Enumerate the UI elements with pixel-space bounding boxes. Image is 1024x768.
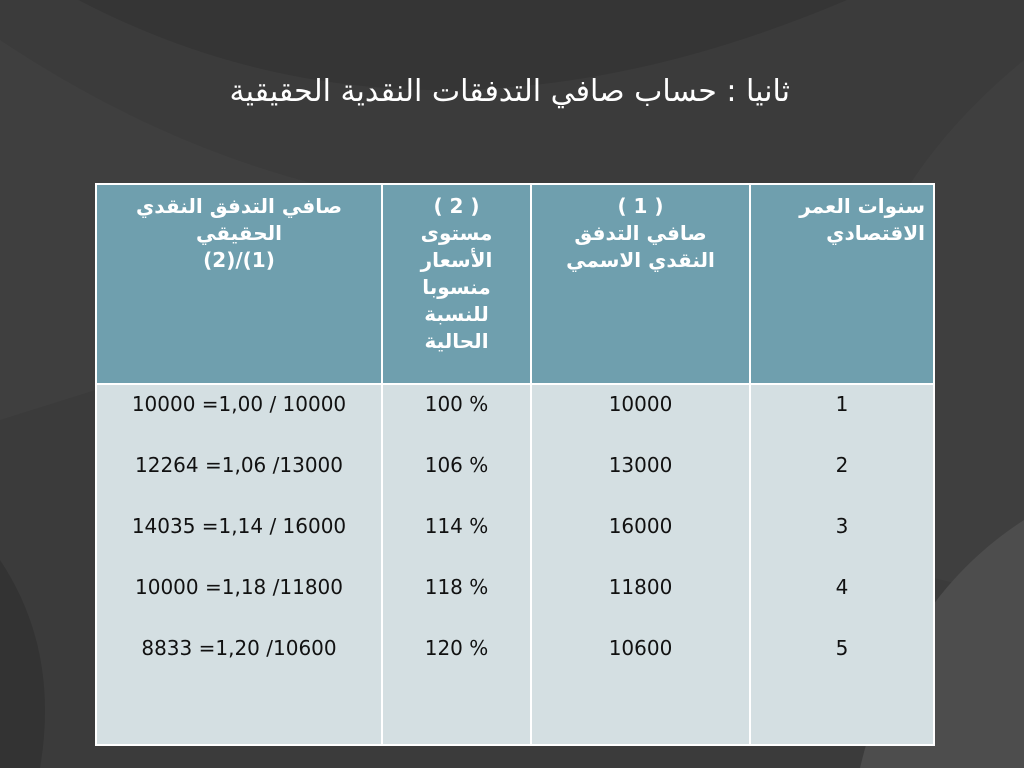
real-cell: 10000 =1,00 / 10000 (131, 392, 347, 416)
header-line: صافي التدفق النقدي (135, 194, 343, 218)
cash-flow-table (95, 183, 935, 746)
header-line: منسوبا (422, 275, 491, 299)
real-cell: 10000 =1,18 /11800 (135, 575, 343, 599)
header-line: الحالية (424, 329, 489, 353)
years-column (750, 384, 934, 745)
nominal-cell: 11800 (608, 575, 673, 599)
nominal-cell: 13000 (608, 453, 673, 477)
header-line: ( 1 ) (617, 194, 664, 218)
real-column (96, 384, 382, 745)
price-level-column (382, 384, 531, 745)
real-cell: 12264 =1,06 /13000 (135, 453, 343, 477)
header-real-cash-flow (96, 184, 382, 384)
slide-title: ثانيا : حساب صافي التدفقات النقدية الحقيقية (229, 74, 790, 109)
header-line: مستوى (420, 221, 493, 245)
nominal-column (531, 384, 750, 745)
year-cell: 5 (835, 636, 849, 660)
nominal-cell: 10600 (608, 636, 673, 660)
header-line: صافي التدفق (574, 221, 707, 245)
real-cell: 8833 =1,20 /10600 (141, 636, 337, 660)
table-body-row (96, 384, 934, 745)
year-cell: 3 (835, 514, 849, 538)
header-line: النقدي الاسمي (566, 248, 715, 272)
header-line: للنسبة (424, 302, 489, 326)
price-level-cell: 120 % (424, 636, 489, 660)
price-level-cell: 114 % (424, 514, 489, 538)
header-line: ( 2 ) (433, 194, 480, 218)
table-header-row (96, 184, 934, 384)
year-cell: 1 (835, 392, 849, 416)
header-line: (2)/(1) (203, 248, 275, 272)
header-years (750, 184, 934, 384)
header-line: الحقيقي (196, 221, 282, 245)
real-cell: 14035 =1,14 / 16000 (131, 514, 347, 538)
header-line: الاقتصادي (826, 221, 925, 245)
header-price-level (382, 184, 531, 384)
price-level-cell: 106 % (424, 453, 489, 477)
header-nominal-cash-flow (531, 184, 750, 384)
header-line: الأسعار (420, 248, 493, 272)
header-line: سنوات العمر (799, 194, 925, 218)
year-cell: 4 (835, 575, 849, 599)
year-cell: 2 (835, 453, 849, 477)
price-level-cell: 118 % (424, 575, 489, 599)
nominal-cell: 16000 (608, 514, 673, 538)
nominal-cell: 10000 (608, 392, 673, 416)
price-level-cell: 100 % (424, 392, 489, 416)
